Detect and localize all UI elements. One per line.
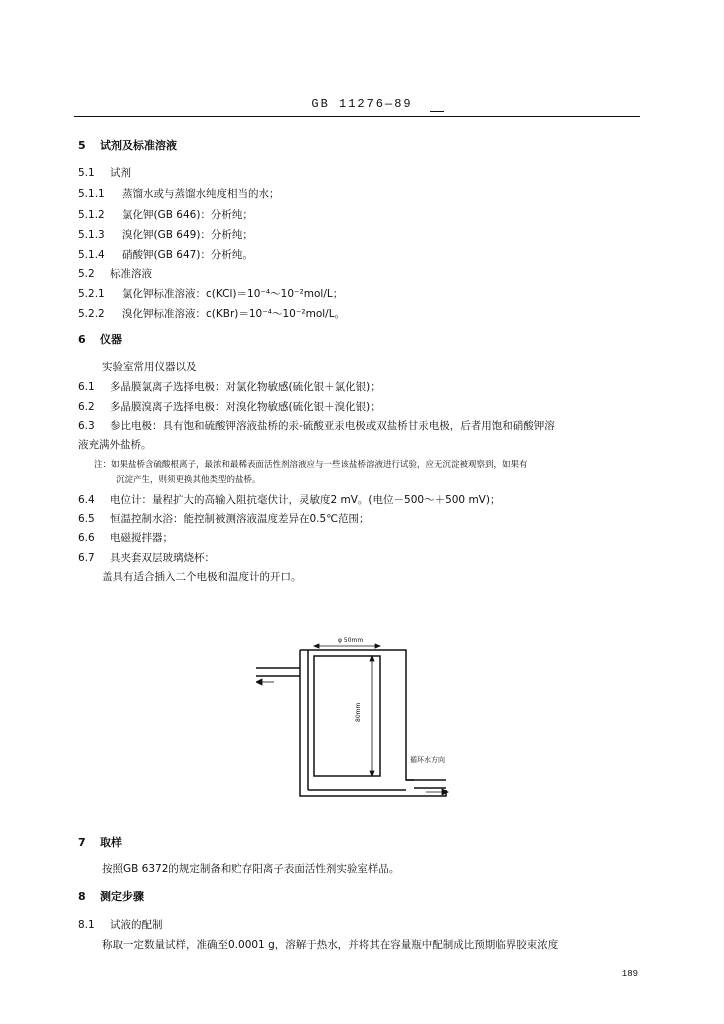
clause-5-1-3 — [78, 228, 253, 242]
clause-6-2 — [78, 400, 381, 414]
inner-beaker — [314, 656, 380, 776]
line-text: 硝酸钾(GB 647)：分析纯。 — [122, 249, 253, 261]
note-line-1: 注：如果盐桥含硫酸根离子，最浓和最稀表面活性剂溶液应与一些该盐桥溶液进行试验，应无沉淀被观察到，如果有 — [94, 460, 528, 470]
clause-6-6 — [78, 531, 173, 545]
line-number: 5.1.3 — [78, 229, 105, 241]
test-solution-text: 称取一定数量试样，准确至0.0001 g，溶解于热水，并将其在容量瓶中配制成比预期临界胶束浓度 — [102, 939, 559, 951]
line-number: 5.2 — [78, 268, 95, 280]
line-number: 5.2.2 — [78, 308, 105, 320]
line-number: 5 — [78, 139, 86, 152]
line-number: 6 — [78, 333, 86, 346]
line-text: 参比电极：具有饱和硫酸钾溶液盐桥的汞-硫酸亚汞电极或双盐桥甘汞电极，后者用饱和硝酸钾溶 — [110, 420, 555, 432]
jacketed-beaker-figure — [256, 630, 456, 800]
line-number: 5.1 — [78, 167, 95, 179]
clause-5-1-4 — [78, 248, 253, 262]
clause-6-5 — [78, 512, 370, 526]
clause-6-4 — [78, 493, 501, 507]
line-number: 6.7 — [78, 552, 95, 564]
line-text: 电磁搅拌器； — [110, 532, 173, 544]
standard-code-header: GB 11276—89 — [311, 97, 413, 111]
line-number: 5.1.2 — [78, 209, 105, 221]
line-number: 6.6 — [78, 532, 95, 544]
instruments-intro: 实验室常用仪器以及 — [102, 361, 197, 373]
clause-6-1 — [78, 380, 381, 394]
clause-5-1 — [78, 166, 131, 180]
clause-6-3-continued: 液充满外盐桥。 — [78, 439, 152, 451]
section-7-heading — [78, 836, 122, 850]
line-number: 6.4 — [78, 494, 95, 506]
line-number: 5.1.1 — [78, 188, 105, 200]
line-number: 6.5 — [78, 513, 95, 525]
page-number: 189 — [621, 969, 638, 979]
header-mark — [430, 111, 444, 112]
line-text: 氯化钾标准溶液：c(KCl)＝10⁻⁴～10⁻²mol/L； — [122, 288, 344, 300]
note-line-2: 沉淀产生，则须更换其他类型的盐桥。 — [116, 475, 261, 485]
section-5-heading — [78, 139, 177, 153]
line-text: 试剂 — [110, 167, 131, 179]
line-text: 多晶膜溴离子选择电极：对溴化物敏感(硫化银＋溴化银)； — [110, 401, 381, 413]
clause-5-2 — [78, 267, 152, 281]
line-text: 多晶膜氯离子选择电极：对氯化物敏感(硫化银＋氯化银)； — [110, 381, 381, 393]
line-number: 5.2.1 — [78, 288, 105, 300]
line-number: 8 — [78, 890, 86, 903]
line-text: 测定步骤 — [100, 890, 144, 903]
line-text: 溴化钾(GB 649)：分析纯； — [122, 229, 253, 241]
line-number: 5.1.4 — [78, 249, 105, 261]
clause-5-1-2 — [78, 208, 253, 222]
section-6-heading — [78, 333, 122, 347]
clause-5-1-1 — [78, 187, 280, 201]
sampling-text: 按照GB 6372的规定制备和贮存阳离子表面活性剂实验室样品。 — [102, 863, 400, 875]
diameter-label: φ 50mm — [338, 637, 364, 644]
line-text: 氯化钾(GB 646)：分析纯； — [122, 209, 253, 221]
line-text: 具夹套双层玻璃烧杯： — [110, 552, 215, 564]
line-text: 标准溶液 — [110, 268, 152, 280]
header-rule — [74, 116, 640, 117]
line-number: 6.3 — [78, 420, 95, 432]
line-text: 仪器 — [100, 333, 122, 346]
section-8-heading — [78, 890, 144, 904]
line-text: 试剂及标准溶液 — [100, 139, 177, 152]
clause-8-1 — [78, 918, 163, 932]
clause-5-2-2 — [78, 307, 346, 321]
line-number: 6.1 — [78, 381, 95, 393]
clause-5-2-1 — [78, 287, 344, 301]
clause-6-3 — [78, 419, 555, 433]
line-text: 电位计：量程扩大的高输入阻抗毫伏计，灵敏度2 mV。(电位－500～＋500 mV)； — [110, 494, 501, 506]
line-text: 恒温控制水浴：能控制被测溶液温度差异在0.5℃范围； — [110, 513, 370, 525]
line-text: 试液的配制 — [110, 919, 163, 931]
flow-direction-label: 循环水方向 — [410, 756, 445, 764]
line-number: 8.1 — [78, 919, 95, 931]
line-text: 蒸馏水或与蒸馏水纯度相当的水； — [122, 188, 280, 200]
line-number: 6.2 — [78, 401, 95, 413]
clause-6-7 — [78, 551, 215, 565]
height-label: 80mm — [355, 702, 362, 722]
line-text: 溴化钾标准溶液：c(KBr)＝10⁻⁴～10⁻²mol/L。 — [122, 308, 346, 320]
clause-6-7-lid: 盖具有适合插入二个电极和温度计的开口。 — [102, 571, 302, 583]
line-text: 取样 — [100, 836, 122, 849]
line-number: 7 — [78, 836, 86, 849]
